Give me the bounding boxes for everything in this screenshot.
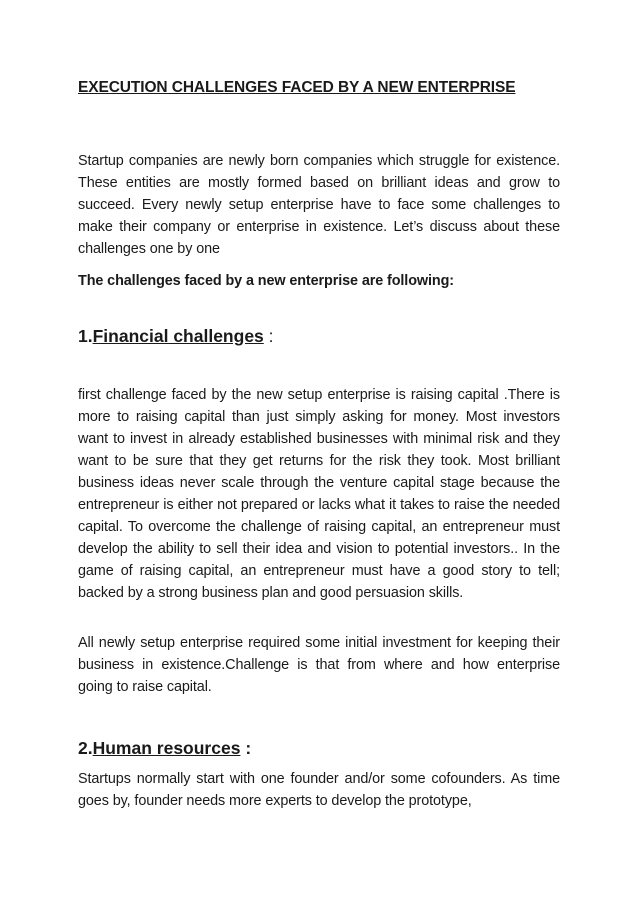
intro-paragraph: Startup companies are newly born companies which struggle for existence. These entities are mostly formed based on brilliant ideas and grow to succeed. Every newly setup enterprise have to face some challenges to make their company or enterprise in existence. Let’s discuss about these challenges one by one bbox=[78, 153, 560, 257]
section-number: 2. bbox=[78, 738, 93, 758]
lead-in-line: The challenges faced by a new enterprise are following: bbox=[78, 273, 454, 289]
section-heading-human-resources bbox=[78, 736, 560, 760]
human-resources-paragraph-1: Startups normally start with one founder and/or some cofounders. As time goes by, founder needs more experts to develop the prototype, bbox=[78, 771, 560, 809]
section-heading-text: Human resources bbox=[92, 738, 241, 758]
section-heading-financial bbox=[78, 324, 560, 348]
section-heading-separator: : bbox=[240, 738, 252, 758]
section-number: 1. bbox=[78, 326, 93, 346]
document-title: EXECUTION CHALLENGES FACED BY A NEW ENTERPRISE bbox=[78, 79, 516, 96]
section-heading-separator: : bbox=[263, 326, 274, 346]
financial-paragraph-1: first challenge faced by the new setup enterprise is raising capital .There is more to raising capital than just simply asking for money. Most investors want to invest in already established businesses with minimal risk and they want to be sure that they get returns for the risk they took. Most brilliant business ideas never scale through the venture capital stage because the entrepreneur is either not prepared or lacks what it takes to raise the needed capital. To overcome the challenge of raising capital, an entrepreneur must develop the ability to sell their idea and vision to potential investors.. In the game of raising capital, an entrepreneur must have a good story to tell; backed by a strong business plan and good persuasion skills. bbox=[78, 387, 560, 601]
financial-paragraph-2: All newly setup enterprise required some initial investment for keeping their business in existence.Challenge is that from where and how enterprise going to raise capital. bbox=[78, 635, 560, 695]
section-heading-text: Financial challenges bbox=[92, 326, 264, 346]
